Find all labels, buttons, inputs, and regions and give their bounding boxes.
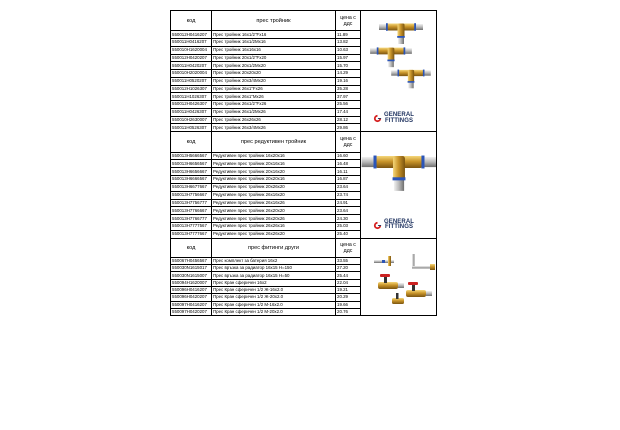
header-name: прес редуктивен тройник: [212, 132, 336, 152]
tee-fittings-image: [361, 11, 436, 109]
cell-price: 25.03: [336, 223, 361, 231]
cell-price: 27.20: [336, 265, 361, 272]
ball-valve-images: [378, 274, 432, 304]
cell-code: 550030N1615017: [171, 265, 212, 272]
cell-price: 16.11: [336, 168, 361, 176]
cell-code: 550013H6656667: [171, 168, 212, 176]
cell-code: 550011H0526307: [171, 124, 212, 132]
cell-price: 24.91: [336, 199, 361, 207]
cell-name: Редуктивен прес тройник 26х16х20: [212, 191, 336, 199]
logo-line-2: FITTINGS: [384, 117, 414, 124]
cell-name: Редуктивен прес тройник 26х16х26: [212, 199, 336, 207]
cell-code: 550013H7777567: [171, 223, 212, 231]
cell-name: Прес тройник 20х1/2"Fx20: [212, 54, 336, 62]
cell-price: 11.89: [336, 31, 361, 39]
cell-price: 29.86: [336, 124, 361, 132]
cell-name: Прес тройник 26х26х26: [212, 116, 336, 124]
cell-price: 23.64: [336, 207, 361, 215]
cell-code: 550013H7756777: [171, 199, 212, 207]
cell-name: Прес тройник 26х1"Мх26: [212, 93, 336, 101]
reducing-tee-image: [361, 132, 436, 216]
cell-name: Прес тройник 20х20х20: [212, 70, 336, 78]
cell-name: Редуктивен прес тройник 26х20х26: [212, 215, 336, 223]
cell-name: Прес Кран сферичен 1/2 Ж-16х2.0: [212, 286, 336, 293]
cell-price: 20.76: [336, 308, 361, 315]
header-code: код: [171, 238, 212, 257]
header-name: прес тройник: [212, 11, 336, 31]
general-fittings-logo-icon: [373, 221, 382, 230]
cell-name: Прес връзка за радиатор 16х15 Н=150: [212, 265, 336, 272]
radiator-connector-image: [412, 254, 435, 270]
cell-name: Редуктивен прес тройник 20х16х16: [212, 160, 336, 168]
cell-code: 550010H1620004: [171, 46, 212, 54]
cell-name: Редуктивен прес тройник 20х20х16: [212, 176, 336, 184]
cell-code: 550013H5666567: [171, 152, 212, 160]
cell-name: Прес тройник 16х1/2"Fx16: [212, 31, 336, 39]
cell-price: 37.97: [336, 93, 361, 101]
cell-price: 20.29: [336, 294, 361, 301]
cell-code: 550013H6666567: [171, 176, 212, 184]
header-price: цена с ддс: [336, 132, 361, 152]
product-image-cell: [361, 11, 437, 132]
cell-name: Редуктивен прес тройник 20х16х20: [212, 168, 336, 176]
cell-code: 550012H0416207: [171, 31, 212, 39]
cell-name: Прес тройник 26х1/2Мх26: [212, 108, 336, 116]
general-fittings-logo: [373, 220, 414, 231]
cell-name: Прес тройник 26х1"Fx26: [212, 85, 336, 93]
cell-code: 550011H0426307: [171, 108, 212, 116]
cell-code: 550011H0416207: [171, 38, 212, 46]
section-header-row: [171, 132, 437, 152]
cell-code: 550013H7766667: [171, 207, 212, 215]
cell-code: 550097H0416207: [171, 301, 212, 308]
cell-price: 17.44: [336, 108, 361, 116]
cell-code: 550010H2020004: [171, 70, 212, 78]
cell-code: 550013H6677667: [171, 183, 212, 191]
header-price: цена с ддс: [336, 11, 361, 31]
logo-line-2: FITTINGS: [384, 224, 414, 231]
cell-code: 550012H0426307: [171, 101, 212, 109]
valve-photos: [372, 252, 442, 310]
cell-code: 550096H0420207: [171, 294, 212, 301]
cell-name: Прес тройник 20х1/2Мх20: [212, 62, 336, 70]
cell-code: 550011H0420207: [171, 62, 212, 70]
cell-code: 550013H7777667: [171, 230, 212, 238]
cell-price: 23.74: [336, 191, 361, 199]
cell-name: Прес връзка за радиатор 16х15 Н=50: [212, 272, 336, 279]
cell-code: 550097H0420207: [171, 308, 212, 315]
cell-price: 22.04: [336, 279, 361, 286]
cell-code: 550067H0456567: [171, 257, 212, 264]
cell-price: 16.60: [336, 152, 361, 160]
cell-price: 15.97: [336, 54, 361, 62]
cell-code: 550010H2630007: [171, 116, 212, 124]
cell-name: Прес Кран сферичен 1/2 Ж-20х2.0: [212, 294, 336, 301]
cell-price: 13.82: [336, 38, 361, 46]
general-fittings-logo: [373, 113, 414, 124]
cell-name: Прес комплект за батерия 16х2: [212, 257, 336, 264]
cell-code: 550013H7766777: [171, 215, 212, 223]
cell-name: Прес Кран сферичен 16х2: [212, 279, 336, 286]
cell-code: 550030N1615007: [171, 272, 212, 279]
cell-name: Редуктивен прес тройник 16х20х16: [212, 152, 336, 160]
cell-name: Прес тройник 26х3/4Мх26: [212, 124, 336, 132]
cell-price: 35.28: [336, 85, 361, 93]
logo-line-1: GENERAL: [384, 218, 415, 225]
cell-name: Прес тройник 20х3/4Мх20: [212, 77, 336, 85]
cell-code: 550013H6656567: [171, 160, 212, 168]
cell-code: 550012H0420207: [171, 54, 212, 62]
cell-price: 15.70: [336, 62, 361, 70]
header-code: код: [171, 132, 212, 152]
cell-code: 550011H1026307: [171, 93, 212, 101]
header-code: код: [171, 11, 212, 31]
cell-code: 550013H7756667: [171, 191, 212, 199]
cell-price: 19.66: [336, 301, 361, 308]
logo-line-1: GENERAL: [384, 112, 415, 119]
cell-code: 550012H1026307: [171, 85, 212, 93]
cell-name: Прес тройник 16х16х16: [212, 46, 336, 54]
cell-name: Редуктивен прес тройник 26х20х20: [212, 207, 336, 215]
cell-name: Прес тройник 26х1/2"Fx26: [212, 101, 336, 109]
cell-price: 14.29: [336, 70, 361, 78]
cell-name: Редуктивен прес тройник 26х26х20: [212, 230, 336, 238]
cell-price: 24.30: [336, 215, 361, 223]
battery-set-image: [374, 256, 394, 266]
cell-price: 28.12: [336, 116, 361, 124]
header-name: прес фитинги други: [212, 238, 336, 257]
cell-code: 550096H0416207: [171, 286, 212, 293]
product-image-cell: [361, 132, 437, 239]
section-header-row: [171, 11, 437, 31]
cell-name: Прес Кран сферичен 1/2 М-16х2.0: [212, 301, 336, 308]
cell-price: 16.48: [336, 160, 361, 168]
general-fittings-logo-icon: [373, 114, 382, 123]
cell-name: Прес Кран сферичен 1/2 М-20х2.0: [212, 308, 336, 315]
cell-price: 19.16: [336, 77, 361, 85]
cell-name: Редуктивен прес тройник 20х26х20: [212, 183, 336, 191]
cell-code: 550094H1620007: [171, 279, 212, 286]
cell-price: 19.21: [336, 286, 361, 293]
cell-price: 10.63: [336, 46, 361, 54]
cell-name: Прес тройник 16х1/2Мх16: [212, 38, 336, 46]
cell-price: 33.55: [336, 257, 361, 264]
cell-price: 25.56: [336, 101, 361, 109]
cell-price: 23.64: [336, 183, 361, 191]
cell-price: 16.87: [336, 176, 361, 184]
cell-price: 25.40: [336, 230, 361, 238]
cell-code: 550011H0520207: [171, 77, 212, 85]
cell-price: 25.44: [336, 272, 361, 279]
header-price: цена с ддс: [336, 238, 361, 257]
cell-name: Редуктивен прес тройник 26х26х16: [212, 223, 336, 231]
